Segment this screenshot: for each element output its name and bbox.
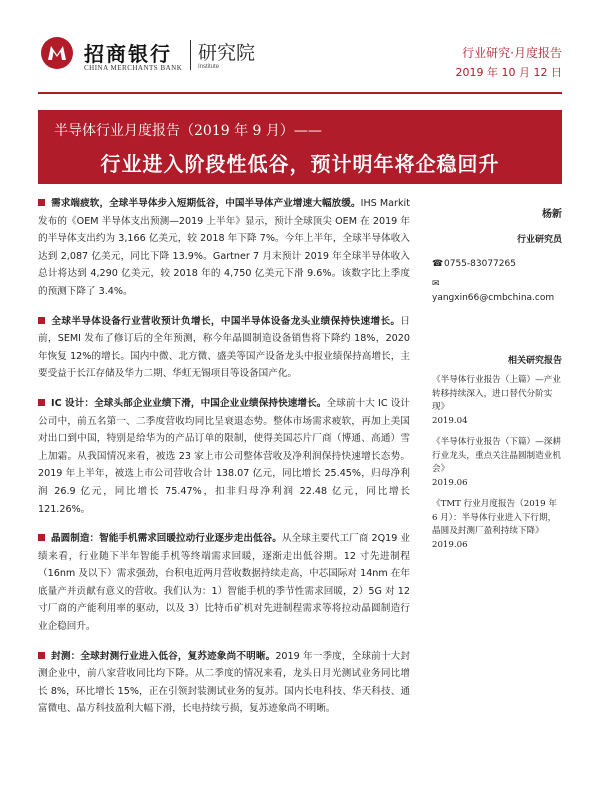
related-report-date: 2019.06 bbox=[432, 539, 468, 550]
related-report-date: 2019.04 bbox=[432, 415, 468, 426]
page-header bbox=[0, 0, 600, 100]
mail-icon: ✉ bbox=[432, 279, 440, 289]
phone-number: 0755-83077265 bbox=[444, 259, 516, 269]
phone-row bbox=[432, 257, 562, 271]
related-report-title: 《TMT 行业月度报告（2019 年 6 月）：半导体行业进入下行期，晶圆及封测厂盈利持续下降》 bbox=[432, 499, 557, 536]
analyst-contact bbox=[432, 257, 562, 305]
related-report-title: 《半导体行业报告（上篇）—产业转移持续深入，进口替代分阶实现》 bbox=[432, 375, 561, 412]
paragraph-equipment bbox=[38, 313, 410, 383]
main-content bbox=[38, 195, 410, 730]
paragraph-body: 2019 年一季度，全球前十大封测企业中，前八家营收同比均下降。从二季度的情况来看，龙头日月光测试业务同比增长 8%，环比增长 15%，正在引领封装测试业务的复苏。国内长电科技、华天科技、通富微电、晶方科技盈利大幅下滑，长电持续亏损，复苏迹象尚不明晰。 bbox=[38, 650, 411, 715]
email-row bbox=[432, 277, 562, 305]
email-address[interactable]: yangxin66@cmbchina.com bbox=[432, 293, 555, 303]
square-bullet-icon bbox=[38, 317, 45, 324]
paragraph-body: 从全球主要代工厂商 2Q19 业绩来看，行业随下半年智能手机等终端需求回暖，逐渐走出低谷期。12 寸先进制程（16nm 及以下）需求强劲，台积电近两月营收数据持续走高，中芯国际对 14nm 在年底量产并贡献有意义的营收。我们认为：1）智能手机的季节性需求回暖，2）5G 对 12 寸厂商的产能利用率的驱动，以及 3）比特币矿机对先进制程需求等将拉动晶圆制造行业企稳回升。 bbox=[38, 533, 411, 633]
paragraph-packaging bbox=[38, 648, 410, 718]
report-subtitle: 半导体行业月度报告（2019 年 9 月）—— bbox=[54, 123, 322, 139]
report-title: 行业进入阶段性低谷，预计明年将企稳回升 bbox=[100, 152, 500, 176]
paragraph-body: 全球前十大 IC 设计公司中，前五名第一、二季度营收均同比呈衰退态势。整体市场需求疲软，再加上美国对出口到中国，特别是给华为的产品订单的限制，使得美国芯片厂商（博通、高通）雪上加霜。从我国情况来看，被选 23 家上市公司整体营收及净利润保持快速增长态势。2019 年上半年，被选上市公司营收合计 138.07 亿元，同比增长 25.45%，归母净利润 26.9 亿元，同比增长 75.47%，扣非归母净利润 22.48 亿元，同比增长 121.26%。 bbox=[38, 397, 410, 515]
brand-name-english: CHINA MERCHANTS BANK bbox=[84, 64, 183, 72]
paragraph-lead: 全球半导体设备行业营收预计负增长，中国半导体设备龙头业绩保持快速增长。 bbox=[51, 315, 401, 327]
analyst-role: 行业研究员 bbox=[516, 235, 562, 245]
related-report-date: 2019.06 bbox=[432, 477, 468, 488]
report-date: 2019 年 10 月 12 日 bbox=[455, 66, 562, 79]
square-bullet-icon bbox=[38, 199, 45, 206]
related-report-item[interactable] bbox=[432, 374, 562, 428]
square-bullet-icon bbox=[38, 652, 45, 659]
paragraph-lead: 晶圆制造：智能手机需求回暖拉动行业逐步走出低谷。 bbox=[51, 533, 282, 545]
analyst-name: 杨新 bbox=[542, 209, 562, 220]
paragraph-lead: 封测：全球封测行业进入低谷，复苏迹象尚不明晰。 bbox=[51, 650, 276, 662]
brand-name: 招商银行 bbox=[84, 42, 172, 66]
square-bullet-icon bbox=[38, 534, 45, 541]
related-report-item[interactable] bbox=[432, 436, 562, 490]
square-bullet-icon bbox=[38, 399, 45, 406]
related-report-title: 《半导体行业报告（下篇）—深耕行业龙头，重点关注晶圆制造业机会》 bbox=[432, 437, 561, 474]
paragraph-foundry bbox=[38, 530, 410, 636]
related-reports-title: 相关研究报告 bbox=[507, 356, 562, 366]
paragraph-lead: IC 设计：全球头部企业业绩下滑，中国企业业绩保持快速增长。 bbox=[51, 397, 327, 409]
header-rule bbox=[38, 92, 562, 94]
title-banner bbox=[38, 110, 562, 184]
phone-icon: ☎ bbox=[432, 259, 444, 269]
related-report-item[interactable] bbox=[432, 498, 562, 552]
header-divider bbox=[190, 40, 191, 70]
paragraph-ic-design bbox=[38, 395, 410, 518]
paragraph-market bbox=[38, 195, 410, 301]
report-type: 行业研究·月度报告 bbox=[462, 46, 562, 60]
paragraph-body: IHS Markit 发布的《OEM 半导体支出预测—2019 上半年》显示，预计全球顶尖 OEM 在 2019 年的半导体支出约为 3,166 亿美元，较 2018 年下降 7%。今年上半年，全球半导体收入达到 2,087 亿美元，同比下降 13.9%。Gartner 7 月末预计 2019 年全球半导体收入总计将达到 4,290 亿美元，较 2018 年的 4,750 亿美元下滑 9.6%。该数字比上季度的预测下降了 3.4%。 bbox=[38, 198, 410, 297]
institute-name-english: Institute bbox=[198, 64, 220, 70]
institute-name: 研究院 bbox=[198, 42, 256, 64]
paragraph-body: 日前，SEMI 发布了修订后的全年预测，称今年晶圆制造设备销售将下降约 18%，2020 年恢复 12%的增长。国内中微、北方微、盛美等国产设备龙头中报业绩保持高增长，主要受益于长江存储及华力二期、华虹无锡项目等设备国产化。 bbox=[38, 315, 410, 380]
sidebar bbox=[432, 205, 562, 552]
cmb-logo-icon bbox=[40, 36, 74, 70]
paragraph-lead: 需求端疲软，全球半导体步入短期低谷，中国半导体产业增速大幅放缓。 bbox=[51, 198, 361, 209]
